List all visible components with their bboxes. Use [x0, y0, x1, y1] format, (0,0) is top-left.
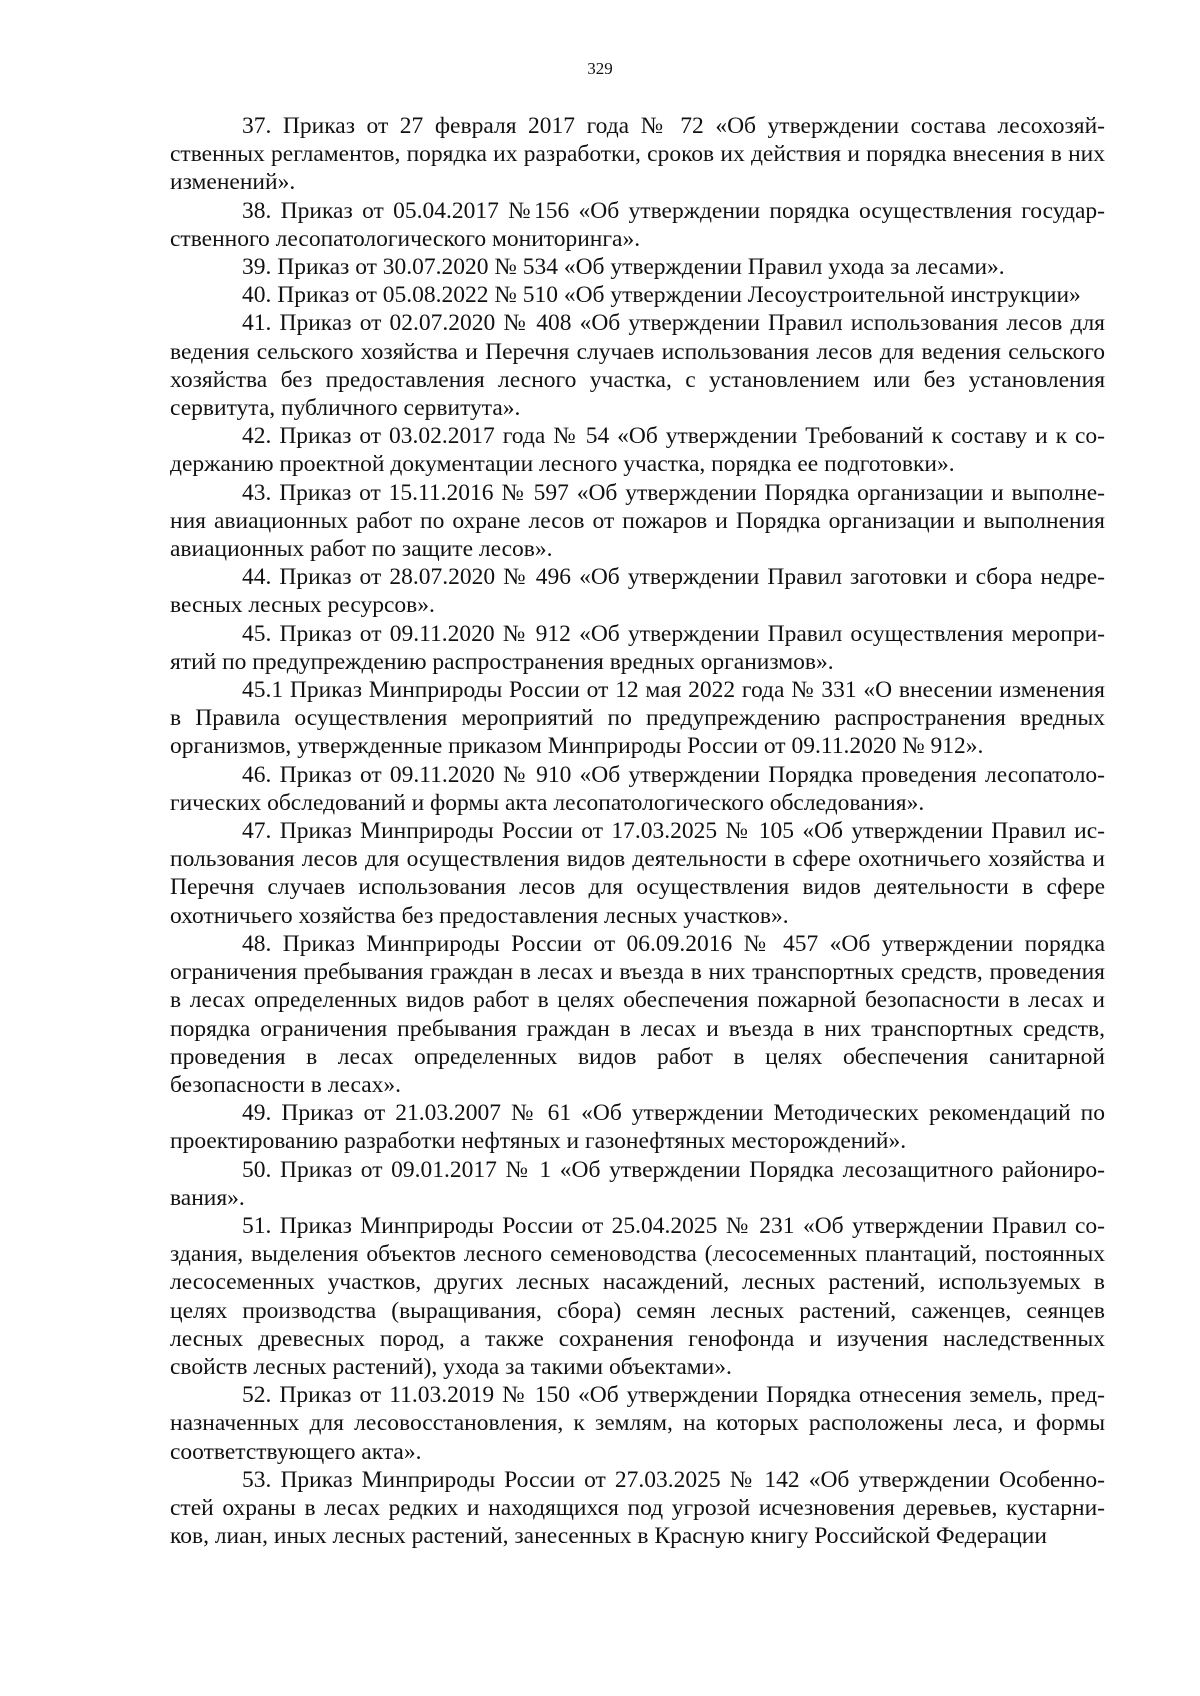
- list-item: 45.1 Приказ Минприроды России от 12 мая 2022 года № 331 «О внесении изменения в Правила осуществления мероприятий по предупреждению распространения вредных организмов, утвержденные приказом Минприроды России от 09.11.2020 № 912».: [170, 677, 1105, 760]
- list-item: 46. Приказ от 09.11.2020 № 910 «Об утверждении Порядка проведения лесопатологических обследований и формы акта лесопатологического обследования».: [170, 761, 1105, 816]
- document-body: [170, 112, 1105, 1550]
- list-item: 43. Приказ от 15.11.2016 № 597 «Об утверждении Порядка организации и выполнения авиационных работ по охране лесов от пожаров и Порядка организации и выполнения авиационных работ по защите лесов».: [170, 479, 1105, 563]
- list-item: 39. Приказ от 30.07.2020 № 534 «Об утверждении Правил ухода за лесами».: [242, 254, 1005, 281]
- list-item: 44. Приказ от 28.07.2020 № 496 «Об утверждении Правил заготовки и сбора недревесных лесных ресурсов».: [170, 564, 1105, 619]
- page-number: 329: [587, 59, 613, 78]
- list-item: 41. Приказ от 02.07.2020 № 408 «Об утверждении Правил использования лесов для ведения сельского хозяйства и Перечня случаев использования лесов для ведения сельского хозяйства без предоставления лесного участка, с установлением или без установления сервитута, публичного сервитута».: [170, 310, 1105, 422]
- list-item: 51. Приказ Минприроды России от 25.04.2025 № 231 «Об утверждении Правил создания, выделения объектов лесного семеноводства (лесосеменных плантаций, постоянных лесосеменных участков, других лесных насаждений, лесных растений, используемых в целях производства (выращивания, сбора) семян лесных растений, саженцев, сеянцев лесных древесных пород, а также сохранения генофонда и изучения наследственных свойств лесных растений), ухода за такими объектами».: [170, 1212, 1105, 1380]
- list-item: 48. Приказ Минприроды России от 06.09.2016 № 457 «Об утверждении порядка ограничения пребывания граждан в лесах и въезда в них транспортных средств, проведения в лесах определенных видов работ в целях обеспечения пожарной безопасности в лесах и порядка ограничения пребывания граждан в лесах и въезда в них транспортных средств, проведения в лесах определенных видов работ в целях обеспечения санитарной безопасности в лесах».: [170, 930, 1105, 1098]
- list-item: 50. Приказ от 09.01.2017 № 1 «Об утверждении Порядка лесозащитного районирования».: [170, 1156, 1105, 1211]
- list-item: 37. Приказ от 27 февраля 2017 года № 72 «Об утверждении состава лесохозяйственных регламентов, порядка их разработки, сроков их действия и порядка внесения в них изменений».: [170, 113, 1105, 196]
- list-item: 47. Приказ Минприроды России от 17.03.2025 № 105 «Об утверждении Правил использования лесов для осуществления видов деятельности в сфере охотничьего хозяйства и Перечня случаев использования лесов для осуществления видов деятельности в сфере охотничьего хозяйства без предоставления лесных участков».: [170, 818, 1105, 929]
- list-item: 53. Приказ Минприроды России от 27.03.2025 № 142 «Об утверждении Особенностей охраны в лесах редких и находящихся под угрозой исчезновения деревьев, кустарников, лиан, иных лесных растений, занесенных в Красную книгу Российской Федерации: [170, 1466, 1105, 1550]
- list-item: 40. Приказ от 05.08.2022 № 510 «Об утверждении Лесоустроительной инструкции»: [242, 282, 1081, 309]
- list-item: 49. Приказ от 21.03.2007 № 61 «Об утверждении Методических рекомендаций по проектированию разработки нефтяных и газонефтяных месторождений».: [170, 1100, 1105, 1155]
- list-item: 42. Приказ от 03.02.2017 года № 54 «Об утверждении Требований к составу и к содержанию проектной документации лесного участка, порядка ее подготовки».: [170, 423, 1105, 478]
- list-item: 45. Приказ от 09.11.2020 № 912 «Об утверждении Правил осуществления мероприятий по предупреждению распространения вредных организмов».: [170, 620, 1105, 675]
- list-item: 38. Приказ от 05.04.2017 №156 «Об утверждении порядка осуществления государственного лесопатологического мониторинга».: [170, 197, 1105, 252]
- list-item: 52. Приказ от 11.03.2019 № 150 «Об утверждении Порядка отнесения земель, предназначенных для лесовосстановления, к землям, на которых расположены леса, и формы соответствующего акта».: [170, 1382, 1105, 1465]
